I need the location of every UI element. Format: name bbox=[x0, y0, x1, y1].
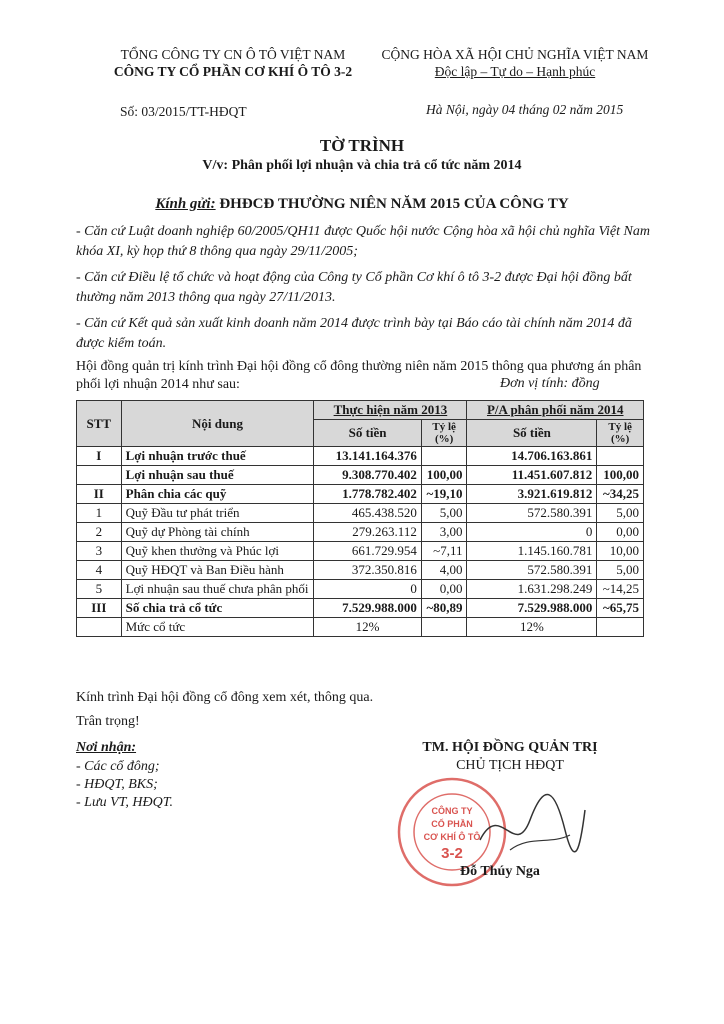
recipient-name: ĐHĐCĐ THƯỜNG NIÊN NĂM 2015 CỦA CÔNG TY bbox=[219, 196, 569, 212]
cell-ratio-2014: 10,00 bbox=[597, 542, 644, 561]
cell-content: Số chia trả cổ tức bbox=[121, 599, 314, 618]
cell-content: Quỹ HĐQT và Ban Điều hành bbox=[121, 561, 314, 580]
recipients-item: - Các cổ đông; bbox=[76, 759, 160, 774]
profit-table bbox=[76, 400, 644, 637]
col-ratio-2014: Tỷ lệ (%) bbox=[597, 420, 644, 447]
cell-ratio-2014 bbox=[597, 618, 644, 637]
svg-text:3-2: 3-2 bbox=[441, 845, 463, 862]
cell-ratio-2014: 0,00 bbox=[597, 523, 644, 542]
cell-amount-2013: 0 bbox=[314, 580, 422, 599]
cell-amount-2013: 661.729.954 bbox=[314, 542, 422, 561]
cell-ratio-2014: 5,00 bbox=[597, 561, 644, 580]
cell-amount-2013: 1.778.782.402 bbox=[314, 485, 422, 504]
table-row bbox=[77, 580, 644, 599]
cell-ratio-2013: 0,00 bbox=[421, 580, 467, 599]
cell-amount-2014: 14.706.163.861 bbox=[467, 447, 597, 466]
motto: Độc lập – Tự do – Hạnh phúc bbox=[434, 64, 596, 79]
cell-content: Mức cổ tức bbox=[121, 618, 314, 637]
doc-date: Hà Nội, ngày 04 tháng 02 năm 2015 bbox=[426, 102, 624, 117]
header-right bbox=[365, 46, 665, 80]
basis-item: - Căn cứ Điều lệ tổ chức và hoạt động của Công ty Cổ phần Cơ khí ô tô 3-2 được Đại hội đồng bất thường năm 2013 thông qua ngày 27/11/2013. bbox=[76, 270, 632, 305]
sign-role: CHỦ TỊCH HĐQT bbox=[456, 758, 564, 773]
basis-item: - Căn cứ Kết quả sản xuất kinh doanh năm 2014 được trình bày tại Báo cáo tài chính năm 2014 đã được kiểm toán. bbox=[76, 316, 632, 351]
cell-content: Lợi nhuận sau thuế chưa phân phối bbox=[121, 580, 314, 599]
cell-amount-2013: 7.529.988.000 bbox=[314, 599, 422, 618]
table-row bbox=[77, 447, 644, 466]
recipients-title: Nơi nhận: bbox=[76, 740, 137, 755]
cell-stt bbox=[77, 466, 122, 485]
table-row bbox=[77, 504, 644, 523]
cell-amount-2014: 7.529.988.000 bbox=[467, 599, 597, 618]
table-row bbox=[77, 561, 644, 580]
col-ratio-2013: Tỷ lệ (%) bbox=[421, 420, 467, 447]
cell-stt: 2 bbox=[77, 523, 122, 542]
table-row bbox=[77, 523, 644, 542]
table-row bbox=[77, 485, 644, 504]
cell-stt: 3 bbox=[77, 542, 122, 561]
svg-text:CÔNG TY: CÔNG TY bbox=[431, 806, 473, 816]
handwritten-signature-icon bbox=[470, 780, 590, 870]
table-row bbox=[77, 466, 644, 485]
recipient-line bbox=[0, 196, 724, 213]
col-group-2013: Thực hiện năm 2013 bbox=[314, 401, 467, 420]
table-row bbox=[77, 599, 644, 618]
cell-ratio-2013: ~80,89 bbox=[421, 599, 467, 618]
table-row bbox=[77, 542, 644, 561]
unit-label: Đơn vị tính: đồng bbox=[500, 376, 600, 391]
table-row bbox=[77, 618, 644, 637]
cell-ratio-2013: 3,00 bbox=[421, 523, 467, 542]
cell-content: Lợi nhuận sau thuế bbox=[121, 466, 314, 485]
cell-amount-2014: 1.145.160.781 bbox=[467, 542, 597, 561]
cell-amount-2013: 279.263.112 bbox=[314, 523, 422, 542]
doc-number: Số: 03/2015/TT-HĐQT bbox=[120, 104, 247, 119]
cell-ratio-2013 bbox=[421, 447, 467, 466]
cell-amount-2014: 3.921.619.812 bbox=[467, 485, 597, 504]
cell-amount-2013: 9.308.770.402 bbox=[314, 466, 422, 485]
cell-amount-2014: 11.451.607.812 bbox=[467, 466, 597, 485]
cell-ratio-2014: ~65,75 bbox=[597, 599, 644, 618]
cell-ratio-2014: ~14,25 bbox=[597, 580, 644, 599]
cell-content: Quỹ khen thưởng và Phúc lợi bbox=[121, 542, 314, 561]
org-parent: TỔNG CÔNG TY CN Ô TÔ VIỆT NAM bbox=[120, 47, 346, 62]
cell-amount-2014: 1.631.298.249 bbox=[467, 580, 597, 599]
cell-ratio-2014 bbox=[597, 447, 644, 466]
cell-amount-2013: 372.350.816 bbox=[314, 561, 422, 580]
cell-amount-2014: 572.580.391 bbox=[467, 504, 597, 523]
cell-ratio-2014: ~34,25 bbox=[597, 485, 644, 504]
cell-content: Quỹ dự Phòng tài chính bbox=[121, 523, 314, 542]
cell-ratio-2013: 4,00 bbox=[421, 561, 467, 580]
sign-on-behalf: TM. HỘI ĐỒNG QUẢN TRỊ bbox=[422, 740, 598, 755]
cell-stt: I bbox=[77, 447, 122, 466]
cell-ratio-2013: ~19,10 bbox=[421, 485, 467, 504]
doc-subject: V/v: Phân phối lợi nhuận và chia trả cổ tức năm 2014 bbox=[202, 158, 522, 173]
cell-content: Phân chia các quỹ bbox=[121, 485, 314, 504]
cell-stt bbox=[77, 618, 122, 637]
col-stt: STT bbox=[77, 401, 122, 447]
cell-amount-2013: 13.141.164.376 bbox=[314, 447, 422, 466]
cell-amount-2013: 465.438.520 bbox=[314, 504, 422, 523]
svg-text:CỔ PHẦN: CỔ PHẦN bbox=[431, 819, 473, 829]
recipients-item: - HĐQT, BKS; bbox=[76, 777, 158, 792]
col-group-2014: P/A phân phối năm 2014 bbox=[467, 401, 644, 420]
svg-text:CƠ KHÍ Ô TÔ: CƠ KHÍ Ô TÔ bbox=[423, 832, 481, 842]
cell-amount-2013: 12% bbox=[314, 618, 422, 637]
col-amount-2013: Số tiền bbox=[314, 420, 422, 447]
cell-ratio-2014: 5,00 bbox=[597, 504, 644, 523]
cell-content: Quỹ Đầu tư phát triển bbox=[121, 504, 314, 523]
cell-ratio-2013 bbox=[421, 618, 467, 637]
cell-amount-2014: 572.580.391 bbox=[467, 561, 597, 580]
cell-ratio-2013: 5,00 bbox=[421, 504, 467, 523]
cell-stt: 4 bbox=[77, 561, 122, 580]
col-content: Nội dung bbox=[121, 401, 314, 447]
header-left bbox=[88, 46, 378, 80]
recipients-item: - Lưu VT, HĐQT. bbox=[76, 795, 173, 810]
signer-name: Đỗ Thúy Nga bbox=[460, 864, 540, 879]
cell-stt: II bbox=[77, 485, 122, 504]
cell-amount-2014: 12% bbox=[467, 618, 597, 637]
cell-ratio-2013: 100,00 bbox=[421, 466, 467, 485]
cell-stt: 1 bbox=[77, 504, 122, 523]
org-name: CÔNG TY CỔ PHẦN CƠ KHÍ Ô TÔ 3-2 bbox=[113, 64, 353, 79]
basis-item: - Căn cứ Luật doanh nghiệp 60/2005/QH11 được Quốc hội nước Cộng hòa xã hội chủ nghĩa Việt Nam khóa XI, kỳ họp thứ 8 thông qua ngày 29/11/2005; bbox=[76, 224, 650, 259]
intro-text: Hội đồng quản trị kính trình Đại hội đồng cổ đông thường niên năm 2015 thông qua phương án phân phối lợi nhuận 2014 như sau: bbox=[76, 359, 642, 392]
cell-ratio-2013: ~7,11 bbox=[421, 542, 467, 561]
cell-content: Lợi nhuận trước thuế bbox=[121, 447, 314, 466]
closing-request: Kính trình Đại hội đồng cổ đông xem xét, thông qua. bbox=[76, 690, 374, 705]
closing-regards: Trân trọng! bbox=[76, 714, 140, 729]
doc-title: TỜ TRÌNH bbox=[319, 136, 405, 155]
cell-stt: III bbox=[77, 599, 122, 618]
cell-stt: 5 bbox=[77, 580, 122, 599]
recipient-label: Kính gửi: bbox=[155, 196, 216, 212]
cell-amount-2014: 0 bbox=[467, 523, 597, 542]
republic-title: CỘNG HÒA XÃ HỘI CHỦ NGHĨA VIỆT NAM bbox=[381, 47, 649, 62]
cell-ratio-2014: 100,00 bbox=[597, 466, 644, 485]
col-amount-2014: Số tiền bbox=[467, 420, 597, 447]
